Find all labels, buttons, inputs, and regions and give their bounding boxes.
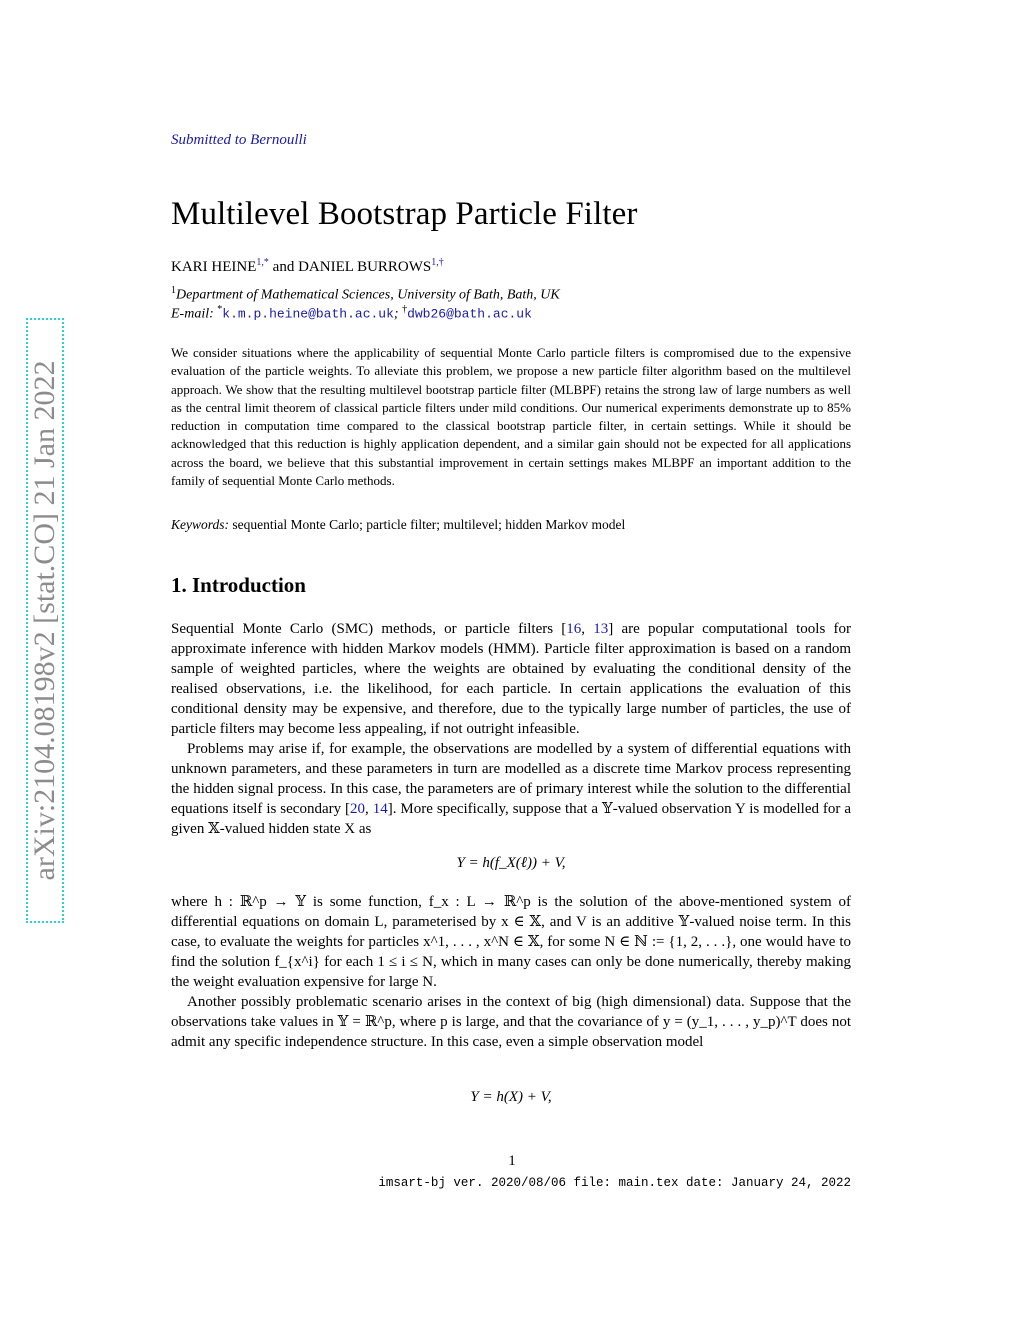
email-address-2[interactable]: dwb26@bath.ac.uk xyxy=(407,306,532,322)
author-2: DANIEL BURROWS xyxy=(298,259,432,275)
arxiv-stamp-container xyxy=(26,318,64,923)
paragraph-2-text-a: Problems may arise if, for example, the observations are modelled by a system of differential equations with unknown parameters, and these parameters in turn are modelled as a discrete time Markov process representing the hidden signal process. In this case, the parameters are of primary interest while the solution to the differential equations itself is secondary [ xyxy=(171,741,851,817)
author-conjunction: and xyxy=(272,259,295,275)
email-label: E-mail: xyxy=(171,306,214,322)
paragraph-2 xyxy=(171,739,851,839)
citation-16[interactable]: 16 xyxy=(566,621,582,637)
paragraph-1-text-b: ] are popular computational tools for approximate inference with hidden Markov models (HMM). Particle filter approximation is based on a random sample of weighted particles, where the weights are obtained by evaluating the conditional density of the realised observations, i.e. the likelihood, for each particle. In certain applications the evaluation of this conditional density may be expensive, and therefore, due to the typically large number of particles, the use of particle filters may become less appealing, if not outright infeasible. xyxy=(171,621,851,737)
citation-13[interactable]: 13 xyxy=(593,621,609,637)
section-heading: 1. Introduction xyxy=(171,573,306,597)
email-mark-1: * xyxy=(217,304,223,315)
abstract: We consider situations where the applicability of sequential Monte Carlo particle filters is compromised due to the expensive evaluation of the particle weights. To alleviate this problem, we propose a new particle filter algorithm based on the multilevel approach. We show that the resulting multilevel bootstrap particle filter (MLBPF) retains the strong law of large numbers as well as the central limit theorem of classical particle filters under mild conditions. Our numerical experiments demonstrate up to 85% reduction in computation time compared to the classical bootstrap particle filter, in certain settings. While it should be acknowledged that this reduction is highly application dependent, and a similar gain should not be expected for all applications across the board, we believe that this substantial improvement in certain settings makes MLBPF an important addition to the family of sequential Monte Carlo methods. xyxy=(171,345,851,489)
citation-separator-2: , xyxy=(365,801,373,817)
email-mark-2: † xyxy=(402,304,408,315)
author-line xyxy=(171,257,444,276)
citation-separator: , xyxy=(581,621,594,637)
paragraph-1-text-a: Sequential Monte Carlo (SMC) methods, or particle filters [ xyxy=(171,621,567,637)
journal-header-link[interactable]: Submitted to Bernoulli xyxy=(171,132,307,148)
paragraph-4: Another possibly problematic scenario arises in the context of big (high dimensional) data. Suppose that the observations take values in 𝕐 = ℝ^p, where p is large, and that the covariance of y = (y_1, . . . , y_p)^T does not admit any specific independence structure. In this case, even a simple observation model xyxy=(171,994,851,1050)
author-1: KARI HEINE xyxy=(171,259,257,275)
arxiv-stamp[interactable]: arXiv:2104.08198v2 [stat.CO] 21 Jan 2022 xyxy=(26,318,64,923)
intro-paragraphs-1 xyxy=(171,619,851,839)
affiliation-mark: 1 xyxy=(171,285,176,296)
email-line xyxy=(171,304,532,323)
affiliation-text: Department of Mathematical Sciences, University of Bath, Bath, UK xyxy=(176,287,560,303)
paragraph-2-text-b: ]. More specifically, suppose that a 𝕐-valued observation Y is modelled for a given 𝕏-valued hidden state X as xyxy=(171,801,851,837)
email-address-1[interactable]: k.m.p.heine@bath.ac.uk xyxy=(222,306,394,322)
footer-meta: imsart-bj ver. 2020/08/06 file: main.tex date: January 24, 2022 xyxy=(378,1176,851,1190)
citation-14[interactable]: 14 xyxy=(372,801,388,817)
author-1-mark[interactable]: 1,* xyxy=(256,257,269,268)
author-2-mark[interactable]: 1,† xyxy=(431,257,444,268)
paragraph-1 xyxy=(171,619,851,739)
equation-1: Y = h(f_X(ℓ)) + V, xyxy=(456,855,566,871)
keywords xyxy=(171,517,851,533)
keywords-label: Keywords: xyxy=(171,517,229,532)
paragraph-3: where h : ℝ^p → 𝕐 is some function, f_x : L → ℝ^p is the solution of the above-mentioned system of differential equations on domain L, parameterised by x ∈ 𝕏, and V is an additive 𝕐-valued noise term. In this case, to evaluate the weights for particles x^1, . . . , x^N ∈ 𝕏, for some N ∈ ℕ := {1, 2, . . .}, one would have to find the solution f_{x^i} for each 1 ≤ i ≤ N, which in many cases can only be done numerically, thereby making the weight evaluation expensive for large N. xyxy=(171,894,851,990)
page-number: 1 xyxy=(508,1153,516,1169)
intro-paragraphs-2 xyxy=(171,892,851,1052)
equation-2: Y = h(X) + V, xyxy=(470,1089,552,1105)
affiliation xyxy=(171,285,560,304)
email-separator: ; xyxy=(393,306,399,322)
paper-title: Multilevel Bootstrap Particle Filter xyxy=(171,196,638,232)
citation-20[interactable]: 20 xyxy=(350,801,366,817)
keywords-text: sequential Monte Carlo; particle filter; multilevel; hidden Markov model xyxy=(232,517,626,532)
